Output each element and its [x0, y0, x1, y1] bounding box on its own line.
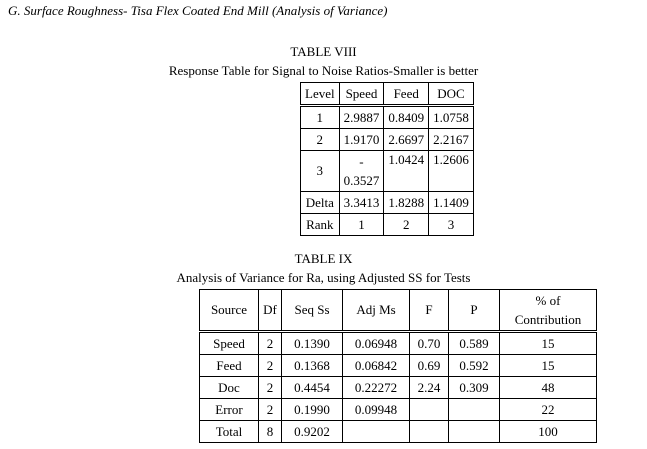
table-row	[301, 214, 474, 236]
table-row	[301, 192, 474, 214]
table-row	[200, 355, 597, 377]
cell: 2.6697	[384, 129, 429, 151]
cell	[339, 151, 384, 192]
cell	[410, 399, 449, 421]
cell: 2	[259, 332, 282, 355]
cell: 0.1990	[282, 399, 343, 421]
cell	[410, 421, 449, 443]
cell: 0.9202	[282, 421, 343, 443]
header-line: Contribution	[514, 312, 582, 327]
section-heading: G. Surface Roughness- Tisa Flex Coated End Mill (Analysis of Variance)	[8, 3, 388, 18]
table-row	[200, 399, 597, 421]
cell: 0.589	[449, 332, 500, 355]
cell: 2	[259, 377, 282, 399]
cell: 0.1390	[282, 332, 343, 355]
cell: 0.4454	[282, 377, 343, 399]
table-row	[200, 332, 597, 355]
cell: 3	[301, 151, 340, 192]
table-row	[200, 377, 597, 399]
header-p: P	[449, 290, 500, 332]
cell: 2	[259, 399, 282, 421]
cell: 1.2606	[429, 151, 474, 192]
cell: 3.3413	[339, 192, 384, 214]
header-level: Level	[301, 83, 340, 106]
header-adj-ms: Adj Ms	[343, 290, 410, 332]
cell	[449, 399, 500, 421]
cell: 22	[500, 399, 597, 421]
cell: 0.309	[449, 377, 500, 399]
table-row	[301, 129, 474, 151]
header-contribution	[500, 290, 597, 332]
table9-caption: Analysis of Variance for Ra, using Adjusted SS for Tests	[176, 270, 471, 285]
cell: Error	[200, 399, 259, 421]
cell: 1	[301, 106, 340, 129]
cell: 2	[259, 355, 282, 377]
cell: Doc	[200, 377, 259, 399]
table-row	[301, 106, 474, 129]
header-doc: DOC	[429, 83, 474, 106]
cell: 2.24	[410, 377, 449, 399]
cell: 0.09948	[343, 399, 410, 421]
cell: 2	[384, 214, 429, 236]
cell	[449, 421, 500, 443]
header-feed: Feed	[384, 83, 429, 106]
cell: 1.9170	[339, 129, 384, 151]
cell: 1.1409	[429, 192, 474, 214]
cell: 8	[259, 421, 282, 443]
cell: 0.69	[410, 355, 449, 377]
cell: 15	[500, 355, 597, 377]
table8-label: TABLE VIII	[290, 44, 357, 59]
header-df: Df	[259, 290, 282, 332]
cell-line: -	[359, 154, 364, 169]
response-table	[300, 82, 474, 236]
cell: Rank	[301, 214, 340, 236]
cell: Total	[200, 421, 259, 443]
anova-table	[199, 289, 597, 443]
cell: 0.70	[410, 332, 449, 355]
header-speed: Speed	[339, 83, 384, 106]
cell: 1.0758	[429, 106, 474, 129]
cell: 0.06842	[343, 355, 410, 377]
cell: 48	[500, 377, 597, 399]
cell: 0.06948	[343, 332, 410, 355]
cell: 1	[339, 214, 384, 236]
cell: 100	[500, 421, 597, 443]
cell: 0.592	[449, 355, 500, 377]
cell-line: 0.3527	[343, 173, 380, 188]
header-source: Source	[200, 290, 259, 332]
cell: 0.8409	[384, 106, 429, 129]
cell: 2.9887	[339, 106, 384, 129]
cell: 0.1368	[282, 355, 343, 377]
header-line: % of	[535, 293, 561, 308]
table-row	[200, 421, 597, 443]
cell	[343, 421, 410, 443]
header-seq-ss: Seq Ss	[282, 290, 343, 332]
table9-label: TABLE IX	[294, 251, 353, 266]
cell: 1.0424	[384, 151, 429, 192]
header-f: F	[410, 290, 449, 332]
table-header-row	[301, 83, 474, 106]
cell: 15	[500, 332, 597, 355]
cell: 0.22272	[343, 377, 410, 399]
table-header-row	[200, 290, 597, 332]
cell: 3	[429, 214, 474, 236]
table8-caption: Response Table for Signal to Noise Ratios-Smaller is better	[168, 63, 479, 78]
table-row	[301, 151, 474, 192]
cell: Speed	[200, 332, 259, 355]
cell: 1.8288	[384, 192, 429, 214]
cell: 2.2167	[429, 129, 474, 151]
cell: 2	[301, 129, 340, 151]
cell: Feed	[200, 355, 259, 377]
cell: Delta	[301, 192, 340, 214]
